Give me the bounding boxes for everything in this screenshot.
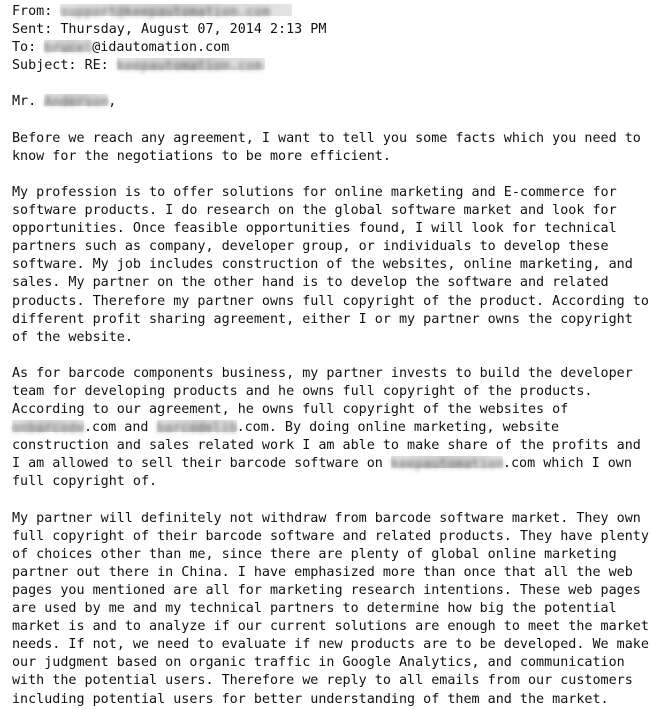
paragraph-line: of the website.: [12, 329, 133, 345]
paragraph-line: As for barcode components business, my partner invests to build the developer: [12, 365, 633, 381]
paragraph-line: pages you mentioned are all for marketing research intentions. These web pages: [12, 583, 641, 598]
paragraph-line: [12, 419, 651, 437]
paragraph-3: [12, 365, 651, 492]
paragraph-line: needs. If not, we need to evaluate if new products are to be developed. We make: [12, 637, 649, 653]
paragraph-line: partners such as company, developer group, or individuals to develop these: [12, 239, 609, 255]
to-label: To:: [12, 40, 45, 56]
paragraph-4: [12, 510, 651, 709]
paragraph-1: [12, 130, 651, 166]
text-span: .com and: [84, 420, 157, 436]
paragraph-line: software. My job includes construction of the websites, online marketing, and: [12, 257, 633, 273]
paragraph-line: different profit sharing agreement, either I or my partner owns the copyright: [12, 311, 633, 327]
greeting: [12, 93, 651, 111]
email-header: [12, 3, 651, 75]
subject-value-redacted: keepautomation.com: [117, 58, 265, 70]
paragraph-line: full copyright of their barcode software and related products. They have plenty: [12, 528, 649, 544]
text-span: I am allowed to sell their barcode software on: [12, 456, 391, 472]
sent-label: Sent:: [12, 22, 61, 38]
paragraph-line: According to our agreement, he owns full copyright of the websites of: [12, 402, 569, 418]
redacted-domain-2: barcodelib: [156, 421, 238, 437]
paragraph-line: market is and to analyze if our current solutions are enough to meet the market: [12, 619, 649, 635]
subject-label: Subject:: [12, 58, 85, 74]
paragraph-line: are used by me and my technical partners to determine how big the potential: [12, 601, 617, 617]
sent-value: Thursday, August 07, 2014 2:13 PM: [60, 22, 327, 38]
paragraph-line: partner out there in China. I have emphasized more than once that all the web: [12, 564, 633, 580]
text-span: .com. By doing online marketing, website: [236, 420, 560, 436]
from-label: From:: [12, 4, 61, 19]
paragraph-2: [12, 184, 651, 347]
to-value-redacted: brucel: [44, 41, 93, 57]
paragraph-line: with the potential users. Therefore we reply to all emails from our customers: [12, 673, 633, 689]
paragraph-line: [12, 455, 651, 473]
to-value-domain: @idautomation.com: [92, 40, 230, 56]
paragraph-line: My partner will definitely not withdraw from barcode software market. They own: [12, 510, 641, 526]
paragraph-line: including potential users for better understanding of them and the market.: [12, 691, 609, 707]
from-line: [12, 3, 651, 21]
paragraph-line: of choices other than me, since there are plenty of global online marketing: [12, 546, 617, 562]
paragraph-line: construction and sales related work I am able to make share of the profits and: [12, 438, 641, 454]
redacted-domain-1: onbarcode: [12, 421, 85, 437]
to-line: [12, 39, 651, 57]
paragraph-line: team for developing products and he owns full copyright of the products.: [12, 383, 593, 399]
subject-line: [12, 57, 651, 75]
greeting-prefix: Mr.: [12, 94, 45, 110]
paragraph-line: My profession is to offer solutions for online marketing and E-commerce for: [12, 184, 617, 200]
subject-prefix: RE:: [84, 58, 117, 74]
redacted-domain-3: keepautomation: [390, 457, 504, 473]
greeting-suffix: ,: [108, 94, 117, 110]
text-span: .com which I own: [502, 456, 632, 472]
paragraph-line: sales. My partner on the other hand is to develop the software and related: [12, 275, 609, 291]
paragraph-line: know for the negotiations to be more efficient.: [12, 148, 391, 164]
paragraph-line: opportunities. Once feasible opportunities found, I will look for technical: [12, 221, 617, 237]
paragraph-line: full copyright of.: [12, 474, 158, 490]
paragraph-line: Before we reach any agreement, I want to tell you some facts which you need to: [12, 130, 641, 146]
from-value-redacted: support@keepautomation.com: [60, 4, 292, 16]
sent-line: [12, 21, 651, 39]
paragraph-line: products. Therefore my partner owns full copyright of the product. According to: [12, 293, 649, 309]
greeting-name-redacted: Anderson: [44, 95, 109, 111]
paragraph-line: software products. I do research on the global software market and look for: [12, 203, 617, 219]
paragraph-line: our judgment based on organic traffic in Google Analytics, and communication: [12, 655, 625, 671]
